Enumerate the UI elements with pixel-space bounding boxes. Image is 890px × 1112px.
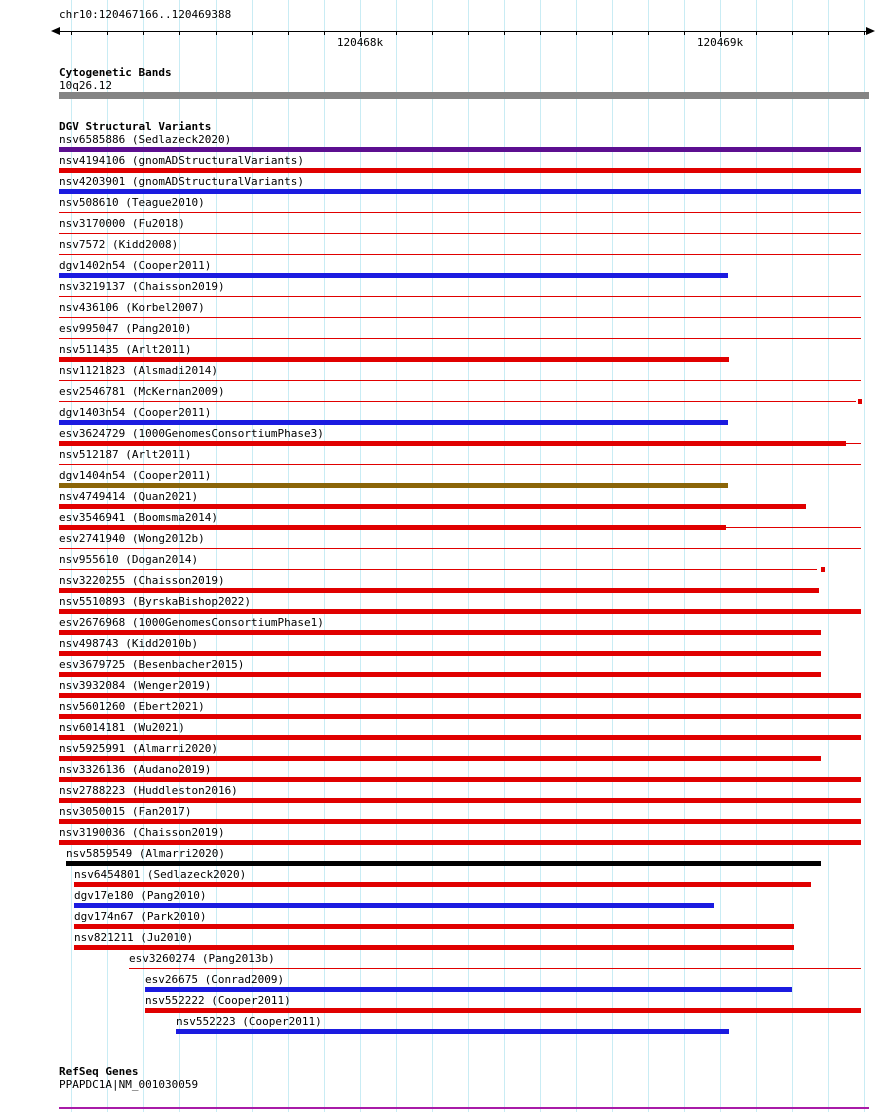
cytoband-name: 10q26.12 bbox=[59, 79, 112, 92]
variant-bar[interactable] bbox=[59, 798, 861, 803]
variant-row bbox=[0, 197, 890, 218]
variant-bar[interactable] bbox=[59, 588, 819, 593]
variant-label[interactable]: esv2546781 (McKernan2009) bbox=[59, 385, 225, 398]
variant-bar[interactable] bbox=[59, 672, 821, 677]
variant-label[interactable]: nsv6014181 (Wu2021) bbox=[59, 721, 185, 734]
variant-bar[interactable] bbox=[59, 441, 846, 446]
variant-row bbox=[0, 638, 890, 659]
variant-row bbox=[0, 302, 890, 323]
variant-row bbox=[0, 974, 890, 995]
variant-row bbox=[0, 323, 890, 344]
ruler-tick bbox=[612, 32, 613, 35]
variant-row bbox=[0, 554, 890, 575]
variant-bar[interactable] bbox=[59, 548, 861, 549]
variant-bar[interactable] bbox=[59, 254, 861, 255]
variant-row bbox=[0, 134, 890, 155]
ruler-tick bbox=[648, 32, 649, 35]
variant-bar[interactable] bbox=[59, 464, 861, 465]
gene-label: PPAPDC1A|NM_001030059 bbox=[59, 1078, 199, 1091]
variant-row bbox=[0, 701, 890, 722]
variant-row bbox=[0, 806, 890, 827]
ruler-tick bbox=[432, 32, 433, 35]
variant-row bbox=[0, 512, 890, 533]
variant-bar[interactable] bbox=[59, 735, 861, 740]
variant-row bbox=[0, 218, 890, 239]
variant-bar[interactable] bbox=[59, 338, 861, 339]
variant-label[interactable]: nsv3190036 (Chaisson2019) bbox=[59, 826, 225, 839]
variant-row bbox=[0, 428, 890, 449]
ruler-tick bbox=[576, 32, 577, 35]
variant-label[interactable]: esv3624729 (1000GenomesConsortiumPhase3) bbox=[59, 427, 324, 440]
variant-bar[interactable] bbox=[59, 693, 861, 698]
variant-label[interactable]: nsv4194106 (gnomADStructuralVariants) bbox=[59, 154, 305, 167]
variant-bar[interactable] bbox=[74, 945, 794, 950]
variant-bar[interactable] bbox=[74, 924, 794, 929]
variant-label[interactable]: nsv3219137 (Chaisson2019) bbox=[59, 280, 225, 293]
gene-glyph[interactable] bbox=[59, 1107, 869, 1109]
variant-label[interactable]: nsv511435 (Arlt2011) bbox=[59, 343, 192, 356]
ruler-line bbox=[60, 31, 866, 32]
variant-label[interactable]: nsv3170000 (Fu2018) bbox=[59, 217, 185, 230]
variant-bar[interactable] bbox=[59, 609, 861, 614]
ruler-tick bbox=[143, 32, 144, 35]
variants-track bbox=[0, 134, 890, 1037]
variant-row bbox=[0, 953, 890, 974]
variant-bar[interactable] bbox=[59, 840, 861, 845]
variant-bar[interactable] bbox=[59, 317, 861, 318]
variant-label[interactable]: nsv6585886 (Sedlazeck2020) bbox=[59, 133, 232, 146]
variant-label[interactable]: nsv512187 (Arlt2011) bbox=[59, 448, 192, 461]
variant-label[interactable]: nsv6454801 (Sedlazeck2020) bbox=[74, 868, 247, 881]
section-title-refseq: RefSeq Genes bbox=[59, 1065, 139, 1078]
pan-left-arrow-icon[interactable] bbox=[51, 27, 60, 35]
variant-label[interactable]: nsv3220255 (Chaisson2019) bbox=[59, 574, 225, 587]
ruler-tick bbox=[684, 32, 685, 35]
variant-row bbox=[0, 890, 890, 911]
position-text: chr10:120467166..120469388 bbox=[59, 8, 232, 21]
variant-row bbox=[0, 533, 890, 554]
variant-label[interactable]: nsv552222 (Cooper2011) bbox=[145, 994, 291, 1007]
variant-row bbox=[0, 260, 890, 281]
variant-bar[interactable] bbox=[59, 357, 729, 362]
variant-label[interactable]: nsv5510893 (ByrskaBishop2022) bbox=[59, 595, 252, 608]
variant-bar[interactable] bbox=[59, 212, 861, 213]
variant-label[interactable]: nsv3326136 (Audano2019) bbox=[59, 763, 212, 776]
variant-label[interactable]: dgv1403n54 (Cooper2011) bbox=[59, 406, 212, 419]
variant-label[interactable]: nsv552223 (Cooper2011) bbox=[176, 1015, 322, 1028]
ruler-tick bbox=[792, 32, 793, 35]
variant-row bbox=[0, 617, 890, 638]
ruler-tick bbox=[756, 32, 757, 35]
variant-label[interactable]: dgv17e180 (Pang2010) bbox=[74, 889, 207, 902]
variant-bar[interactable] bbox=[59, 714, 861, 719]
variant-label[interactable]: nsv3050015 (Fan2017) bbox=[59, 805, 192, 818]
variant-row bbox=[0, 764, 890, 785]
ruler-tick bbox=[504, 32, 505, 35]
section-title-dgv: DGV Structural Variants bbox=[59, 120, 212, 133]
variant-bar[interactable] bbox=[59, 189, 861, 194]
variant-bar[interactable] bbox=[59, 525, 726, 530]
variant-row bbox=[0, 491, 890, 512]
variant-row bbox=[0, 932, 890, 953]
variant-row bbox=[0, 785, 890, 806]
variant-row bbox=[0, 155, 890, 176]
variant-bar-tail bbox=[726, 527, 861, 528]
variant-row bbox=[0, 722, 890, 743]
variant-bar[interactable] bbox=[59, 401, 856, 402]
ruler-tick bbox=[71, 32, 72, 35]
variant-label[interactable]: nsv4749414 (Quan2021) bbox=[59, 490, 199, 503]
variant-label[interactable]: esv3679725 (Besenbacher2015) bbox=[59, 658, 245, 671]
ruler-label: 120469k bbox=[696, 36, 744, 49]
variant-bar-tick bbox=[821, 567, 825, 572]
variant-bar[interactable] bbox=[66, 861, 821, 866]
variant-bar[interactable] bbox=[59, 380, 861, 381]
variant-row bbox=[0, 575, 890, 596]
ruler-tick bbox=[864, 32, 865, 35]
variant-label[interactable]: esv3260274 (Pang2013b) bbox=[129, 952, 275, 965]
variant-bar-tick bbox=[858, 399, 862, 404]
variant-bar[interactable] bbox=[59, 777, 861, 782]
variant-label[interactable]: nsv5601260 (Ebert2021) bbox=[59, 700, 205, 713]
variant-label[interactable]: esv2676968 (1000GenomesConsortiumPhase1) bbox=[59, 616, 324, 629]
variant-bar-tail bbox=[846, 443, 861, 444]
variant-label[interactable]: nsv821211 (Ju2010) bbox=[74, 931, 194, 944]
variant-bar[interactable] bbox=[59, 296, 861, 297]
variant-bar[interactable] bbox=[59, 168, 861, 173]
ruler-tick bbox=[216, 32, 217, 35]
ruler-tick bbox=[288, 32, 289, 35]
variant-label[interactable]: dgv174n67 (Park2010) bbox=[74, 910, 207, 923]
variant-row bbox=[0, 281, 890, 302]
pan-right-arrow-icon[interactable] bbox=[866, 27, 875, 35]
variant-row bbox=[0, 659, 890, 680]
variant-bar[interactable] bbox=[59, 569, 817, 570]
variant-label[interactable]: nsv5859549 (Almarri2020) bbox=[66, 847, 225, 860]
variant-bar[interactable] bbox=[176, 1029, 729, 1034]
variant-bar[interactable] bbox=[59, 819, 861, 824]
variant-row bbox=[0, 407, 890, 428]
variant-bar[interactable] bbox=[59, 233, 861, 234]
variant-row bbox=[0, 743, 890, 764]
section-title-cytogenetic: Cytogenetic Bands bbox=[59, 66, 172, 79]
ruler-label: 120468k bbox=[336, 36, 384, 49]
variant-bar[interactable] bbox=[59, 651, 821, 656]
variant-label[interactable]: esv2741940 (Wong2012b) bbox=[59, 532, 205, 545]
variant-row bbox=[0, 386, 890, 407]
variant-label[interactable]: esv3546941 (Boomsma2014) bbox=[59, 511, 218, 524]
cytogenetic-band bbox=[59, 92, 869, 99]
variant-row bbox=[0, 869, 890, 890]
variant-row bbox=[0, 1016, 890, 1037]
ruler-tick bbox=[324, 32, 325, 35]
variant-label[interactable]: nsv4203901 (gnomADStructuralVariants) bbox=[59, 175, 305, 188]
ruler-tick bbox=[179, 32, 180, 35]
variant-row bbox=[0, 344, 890, 365]
variant-label[interactable]: nsv3932084 (Wenger2019) bbox=[59, 679, 212, 692]
variant-row bbox=[0, 827, 890, 848]
variant-label[interactable]: nsv1121823 (Alsmadi2014) bbox=[59, 364, 218, 377]
variant-row bbox=[0, 365, 890, 386]
variant-label[interactable]: nsv508610 (Teague2010) bbox=[59, 196, 205, 209]
ruler-tick bbox=[540, 32, 541, 35]
variant-row bbox=[0, 470, 890, 491]
variant-bar[interactable] bbox=[145, 987, 792, 992]
variant-bar[interactable] bbox=[145, 1008, 861, 1013]
variant-row bbox=[0, 239, 890, 260]
variant-label[interactable]: nsv498743 (Kidd2010b) bbox=[59, 637, 199, 650]
variant-row bbox=[0, 596, 890, 617]
ruler-tick bbox=[107, 32, 108, 35]
variant-row bbox=[0, 680, 890, 701]
variant-bar[interactable] bbox=[59, 483, 728, 488]
variant-label[interactable]: nsv5925991 (Almarri2020) bbox=[59, 742, 218, 755]
variant-row bbox=[0, 449, 890, 470]
variant-row bbox=[0, 995, 890, 1016]
variant-label[interactable]: esv995047 (Pang2010) bbox=[59, 322, 192, 335]
variant-label[interactable]: nsv955610 (Dogan2014) bbox=[59, 553, 199, 566]
variant-bar[interactable] bbox=[59, 273, 728, 278]
variant-label[interactable]: esv26675 (Conrad2009) bbox=[145, 973, 285, 986]
ruler-tick bbox=[396, 32, 397, 35]
variant-bar[interactable] bbox=[59, 756, 821, 761]
variant-row bbox=[0, 911, 890, 932]
variant-label[interactable]: nsv7572 (Kidd2008) bbox=[59, 238, 179, 251]
variant-bar[interactable] bbox=[59, 504, 806, 509]
ruler-tick bbox=[468, 32, 469, 35]
variant-bar[interactable] bbox=[74, 903, 714, 908]
variant-label[interactable]: nsv436106 (Korbel2007) bbox=[59, 301, 205, 314]
variant-bar[interactable] bbox=[59, 630, 821, 635]
variant-bar[interactable] bbox=[74, 882, 811, 887]
ruler-tick bbox=[828, 32, 829, 35]
variant-row bbox=[0, 848, 890, 869]
variant-label[interactable]: dgv1402n54 (Cooper2011) bbox=[59, 259, 212, 272]
variant-bar[interactable] bbox=[129, 968, 861, 969]
variant-bar[interactable] bbox=[59, 420, 728, 425]
ruler-tick bbox=[252, 32, 253, 35]
variant-bar[interactable] bbox=[59, 147, 861, 152]
variant-label[interactable]: nsv2788223 (Huddleston2016) bbox=[59, 784, 238, 797]
variant-row bbox=[0, 176, 890, 197]
variant-label[interactable]: dgv1404n54 (Cooper2011) bbox=[59, 469, 212, 482]
